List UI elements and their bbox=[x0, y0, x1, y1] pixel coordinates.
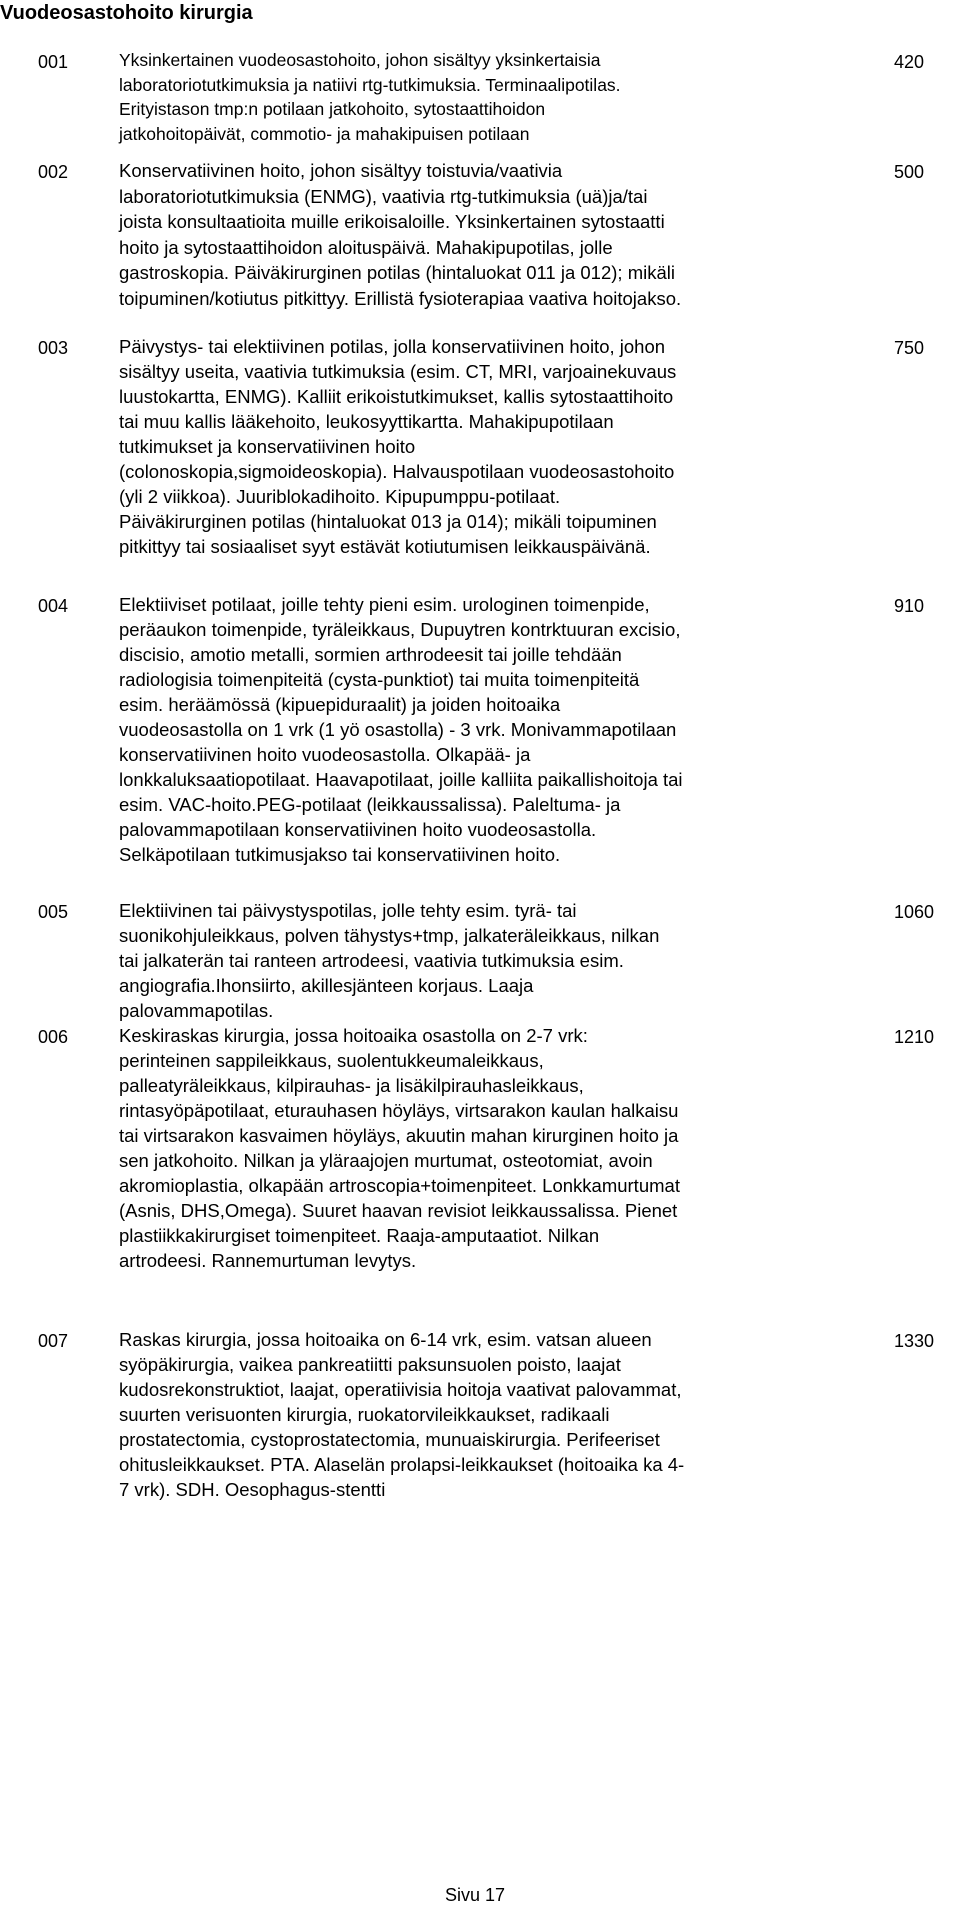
row-price: 420 bbox=[894, 52, 925, 72]
row-code: 006 bbox=[38, 1027, 69, 1047]
row-code: 004 bbox=[38, 596, 69, 616]
description-line: suurten verisuonten kirurgia, ruokatorvileikkaukset, radikaali bbox=[119, 1404, 610, 1425]
description-line: perinteinen sappileikkaus, suolentukkeumaleikkaus, bbox=[119, 1050, 544, 1071]
description-line: joista konsultaatioita muille erikoisaloille. Yksinkertainen sytostaatti bbox=[119, 211, 665, 232]
description-line: luustokartta, ENMG). Kalliit erikoistutkimukset, kallis sytostaattihoito bbox=[119, 386, 674, 407]
description-line: gastroskopia. Päiväkirurginen potilas (hintaluokat 011 ja 012); mikäli bbox=[119, 262, 675, 283]
description-line: Raskas kirurgia, jossa hoitoaika on 6-14 vrk, esim. vatsan alueen bbox=[119, 1329, 652, 1350]
description-line: tai jalkaterän tai ranteen artrodeesi, vaativia tutkimuksia esim. bbox=[119, 950, 624, 971]
description-line: pitkittyy tai sosiaaliset syyt estävät kotiutumisen leikkauspäivänä. bbox=[119, 536, 651, 557]
description-line: Konservatiivinen hoito, johon sisältyy toistuvia/vaativia bbox=[119, 160, 563, 181]
description-line: (Asnis, DHS,Omega). Suuret haavan revisiot leikkaussalissa. Pienet bbox=[119, 1200, 678, 1221]
description-line: ohitusleikkaukset. PTA. Alaselän prolapsi-leikkaukset (hoitoaika ka 4- bbox=[119, 1454, 685, 1475]
description-line: laboratoriotutkimuksia ja natiivi rtg-tutkimuksia. Terminaalipotilas. bbox=[119, 74, 621, 95]
description-line: angiografia.Ihonsiirto, akillesjänteen korjaus. Laaja bbox=[119, 975, 534, 996]
row-code: 005 bbox=[38, 902, 69, 922]
row-description bbox=[119, 592, 889, 867]
description-line: esim. heräämössä (kipuepiduraalit) ja joiden hoitoaika bbox=[119, 694, 561, 715]
row-price: 1330 bbox=[894, 1331, 935, 1351]
description-line: lonkkaluksaatiopotilaat. Haavapotilaat, joille kalliita paikallishoitoja tai bbox=[119, 769, 683, 790]
description-line: esim. VAC-hoito.PEG-potilaat (leikkaussalissa). Paleltuma- ja bbox=[119, 794, 621, 815]
row-price: 500 bbox=[894, 162, 925, 182]
description-line: 7 vrk). SDH. Oesophagus-stentti bbox=[119, 1479, 386, 1500]
description-line: Elektiiviset potilaat, joille tehty pieni esim. urologinen toimenpide, bbox=[119, 594, 650, 615]
description-line: Päivystys- tai elektiivinen potilas, jolla konservatiivinen hoito, johon bbox=[119, 336, 666, 357]
description-line: Yksinkertainen vuodeosastohoito, johon sisältyy yksinkertaisia bbox=[119, 50, 601, 70]
description-line: hoito ja sytostaattihoidon aloituspäivä. Mahakipupotilas, jolle bbox=[119, 236, 613, 258]
page-title: Vuodeosastohoito kirurgia bbox=[0, 2, 253, 24]
description-line: vuodeosastolla on 1 vrk (1 yö osastolla) - 3 vrk. Monivammapotilaan bbox=[119, 719, 677, 740]
description-line: jatkohoitopäivät, commotio- ja mahakipuisen potilaan bbox=[119, 124, 530, 145]
row-description bbox=[119, 1023, 889, 1273]
description-line: discisio, amotio metalli, sormien arthrodeesit tai joille tehdään bbox=[119, 644, 622, 665]
description-line: syöpäkirurgia, vaikea pankreatiitti paksunsuolen poisto, laajat bbox=[119, 1354, 621, 1375]
description-line: tai virtsarakon kasvaimen höyläys, akuutin mahan kirurginen hoito ja bbox=[119, 1125, 679, 1146]
description-line: Erityistason tmp:n potilaan jatkohoito, sytostaattihoidon bbox=[119, 99, 546, 120]
row-price: 750 bbox=[894, 338, 925, 358]
description-line: kudosrekonstruktiot, laajat, operatiivisia hoitoja vaativat palovammat, bbox=[119, 1379, 682, 1400]
description-line: tutkimukset ja konservatiivinen hoito bbox=[119, 436, 416, 457]
row-price: 1210 bbox=[894, 1027, 935, 1047]
description-line: artrodeesi. Rannemurtuman levytys. bbox=[119, 1250, 417, 1271]
description-line: toipuminen/kotiutus pitkittyy. Erillistä fysioterapiaa vaativa hoitojakso. bbox=[119, 287, 682, 309]
row-price: 1060 bbox=[894, 902, 935, 922]
description-line: Keskiraskas kirurgia, jossa hoitoaika osastolla on 2-7 vrk: bbox=[119, 1025, 588, 1046]
description-line: Selkäpotilaan tutkimusjakso tai konservatiivinen hoito. bbox=[119, 844, 561, 865]
row-code: 007 bbox=[38, 1331, 69, 1351]
description-line: konservatiivinen hoito vuodeosastolla. Olkapää- ja bbox=[119, 744, 531, 765]
row-description bbox=[119, 158, 889, 311]
description-line: rintasyöpäpotilaat, eturauhasen höyläys, virtsarakon kaulan halkaisu bbox=[119, 1100, 679, 1121]
description-line: (yli 2 viikkoa). Juuriblokadihoito. Kipupumppu-potilaat. bbox=[119, 486, 561, 507]
description-line: sisältyy useita, vaativia tutkimuksia (esim. CT, MRI, varjoainekuvaus bbox=[119, 361, 677, 382]
description-line: plastiikkakirurgiset toimenpiteet. Raaja-amputaatiot. Nilkan bbox=[119, 1225, 600, 1246]
row-description bbox=[119, 334, 889, 559]
description-line: suonikohjuleikkaus, polven tähystys+tmp, jalkateräleikkaus, nilkan bbox=[119, 925, 660, 946]
row-price: 910 bbox=[894, 596, 925, 616]
row-code: 003 bbox=[38, 338, 69, 358]
description-line: palleatyräleikkaus, kilpirauhas- ja lisäkilpirauhasleikkaus, bbox=[119, 1075, 584, 1096]
row-code: 002 bbox=[38, 162, 69, 182]
description-line: laboratoriotutkimuksia (ENMG), vaativia rtg-tutkimuksia (uä)ja/tai bbox=[119, 185, 648, 207]
description-line: Päiväkirurginen potilas (hintaluokat 013 ja 014); mikäli toipuminen bbox=[119, 511, 657, 532]
description-line: palovammapotilas. bbox=[119, 1000, 274, 1021]
description-line: akromioplastia, olkapään artroscopia+toimenpiteet. Lonkkamurtumat bbox=[119, 1175, 680, 1196]
description-line: prostatectomia, cystoprostatectomia, munuaiskirurgia. Perifeeriset bbox=[119, 1429, 660, 1450]
description-line: radiologisia toimenpiteitä (cysta-punktiot) tai muita toimenpiteitä bbox=[119, 669, 640, 690]
description-line: Elektiivinen tai päivystyspotilas, jolle tehty esim. tyrä- tai bbox=[119, 900, 577, 921]
row-code: 001 bbox=[38, 52, 69, 72]
page-number: Sivu 17 bbox=[445, 1885, 506, 1905]
description-line: (colonoskopia,sigmoideoskopia). Halvauspotilaan vuodeosastohoito bbox=[119, 461, 675, 482]
description-line: peräaukon toimenpide, tyräleikkaus, Dupuytren kontrktuuran excisio, bbox=[119, 619, 681, 640]
description-line: sen jatkohoito. Nilkan ja yläraajojen murtumat, osteotomiat, avoin bbox=[119, 1150, 653, 1171]
row-description bbox=[119, 48, 889, 147]
row-description bbox=[119, 1327, 889, 1502]
description-line: palovammapotilaan konservatiivinen hoito vuodeosastolla. bbox=[119, 819, 597, 840]
row-description bbox=[119, 898, 889, 1023]
description-line: tai muu kallis lääkehoito, leukosyyttikartta. Mahakipupotilaan bbox=[119, 411, 614, 432]
